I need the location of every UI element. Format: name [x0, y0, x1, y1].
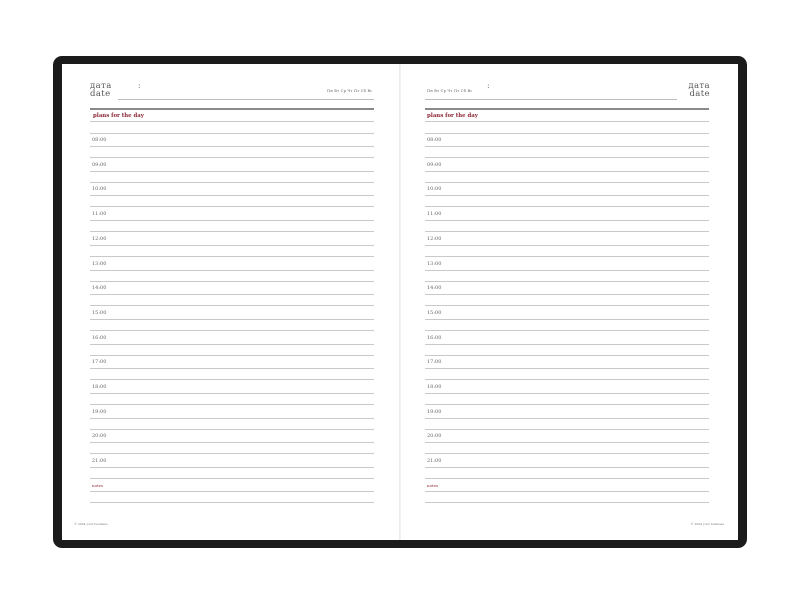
- ruled-line: [425, 453, 709, 454]
- ruled-line: [425, 182, 709, 183]
- ruled-line: [425, 146, 709, 147]
- ruled-line: [425, 393, 709, 394]
- ruled-line: [90, 171, 374, 172]
- weekday-row: Пн Вт Ср Чт Пт Сб Вс: [327, 89, 373, 93]
- time-label: 16:00: [427, 334, 442, 341]
- ruled-line: [425, 319, 709, 320]
- planner-spread: [62, 64, 738, 540]
- time-label: 17:00: [92, 359, 107, 366]
- time-label: 18:00: [427, 384, 442, 390]
- time-label: 16:00: [92, 334, 107, 341]
- date-label-en: date: [90, 89, 111, 99]
- ruled-line: [425, 502, 709, 503]
- time-label: 12:00: [427, 235, 442, 242]
- ruled-line: [90, 195, 374, 196]
- ruled-line: [90, 330, 374, 331]
- ruled-line: [90, 478, 374, 479]
- ruled-line: [425, 491, 709, 492]
- ruled-line: [90, 305, 374, 306]
- ruled-line: [425, 355, 709, 356]
- ruled-line: [425, 294, 709, 295]
- ruled-line: [90, 157, 374, 158]
- time-label: 08:00: [427, 137, 442, 143]
- time-label: 14:00: [92, 285, 107, 292]
- time-label: 19:00: [427, 408, 442, 415]
- ruled-line: [425, 368, 709, 369]
- ruled-line: [90, 355, 374, 356]
- ruled-line: [90, 206, 374, 207]
- time-label: 17:00: [427, 359, 442, 366]
- ruled-line: [90, 453, 374, 454]
- ruled-line: [90, 379, 374, 380]
- time-label: 14:00: [427, 285, 442, 292]
- ruled-line: [90, 429, 374, 430]
- ruled-line: [90, 256, 374, 257]
- weekday-row: Пн Вт Ср Чт Пт Сб Вс: [427, 89, 473, 93]
- ruled-line: [425, 121, 709, 122]
- time-label: 08:00: [92, 137, 107, 143]
- date-label: [688, 82, 710, 98]
- time-label: 19:00: [92, 408, 107, 415]
- ruled-line: [90, 502, 374, 503]
- time-label: 11:00: [427, 211, 442, 218]
- time-label: 15:00: [92, 309, 107, 316]
- ruled-line: [90, 467, 374, 468]
- date-label: [90, 82, 112, 98]
- ruled-line: [90, 368, 374, 369]
- ruled-line: [425, 220, 709, 221]
- ruled-line: [425, 171, 709, 172]
- ruled-line: [425, 245, 709, 246]
- ruled-line: [425, 418, 709, 419]
- time-label: 12:00: [92, 235, 107, 242]
- ruled-line: [90, 146, 374, 147]
- ruled-line: [425, 270, 709, 271]
- ruled-line: [90, 121, 374, 122]
- footer-note: © 2024 your business: [74, 522, 108, 526]
- time-label: 18:00: [92, 384, 107, 390]
- ruled-line: [425, 344, 709, 345]
- ruled-line: [425, 195, 709, 196]
- plans-title: plans for the day: [427, 113, 478, 119]
- ruled-line: [425, 256, 709, 257]
- ruled-line: [425, 133, 709, 134]
- right-page: [400, 64, 738, 540]
- ruled-line: [90, 220, 374, 221]
- left-page: [62, 64, 400, 540]
- ruled-line: [425, 404, 709, 405]
- date-field-line[interactable]: [425, 99, 677, 100]
- ruled-line: [90, 270, 374, 271]
- ruled-line: [90, 294, 374, 295]
- ruled-line: [90, 245, 374, 246]
- ruled-line: [90, 404, 374, 405]
- time-label: 13:00: [92, 260, 107, 267]
- time-label: 21:00: [92, 458, 107, 465]
- time-label: 20:00: [427, 433, 442, 440]
- header-divider: [425, 108, 709, 110]
- date-label-en: date: [689, 89, 710, 99]
- ruled-line: [425, 429, 709, 430]
- time-label: 09:00: [427, 161, 442, 168]
- ruled-line: [425, 467, 709, 468]
- ruled-line: [90, 231, 374, 232]
- date-separator: :: [138, 81, 141, 90]
- ruled-line: [425, 231, 709, 232]
- footer-note: © 2024 your business: [690, 522, 724, 526]
- ruled-line: [90, 344, 374, 345]
- time-label: 09:00: [92, 161, 107, 168]
- ruled-line: [90, 182, 374, 183]
- ruled-line: [425, 206, 709, 207]
- ruled-line: [425, 478, 709, 479]
- header-divider: [90, 108, 374, 110]
- ruled-line: [90, 133, 374, 134]
- notes-label: notes: [92, 482, 104, 488]
- date-field-line[interactable]: [118, 99, 374, 100]
- ruled-line: [90, 393, 374, 394]
- ruled-line: [90, 491, 374, 492]
- ruled-line: [90, 418, 374, 419]
- time-label: 10:00: [92, 186, 107, 193]
- ruled-line: [425, 442, 709, 443]
- ruled-line: [425, 305, 709, 306]
- plans-title: plans for the day: [93, 113, 144, 119]
- ruled-line: [425, 330, 709, 331]
- date-label-ru: дата: [90, 81, 112, 91]
- date-separator: :: [487, 81, 490, 90]
- time-label: 13:00: [427, 260, 442, 267]
- time-label: 10:00: [427, 186, 442, 193]
- ruled-line: [425, 379, 709, 380]
- ruled-line: [425, 157, 709, 158]
- ruled-line: [90, 319, 374, 320]
- ruled-line: [425, 281, 709, 282]
- time-label: 11:00: [92, 211, 107, 218]
- time-label: 20:00: [92, 433, 107, 440]
- ruled-line: [90, 281, 374, 282]
- time-label: 21:00: [427, 458, 442, 465]
- time-label: 15:00: [427, 309, 442, 316]
- date-label-ru: дата: [688, 81, 710, 91]
- notes-label: notes: [427, 482, 439, 488]
- ruled-line: [90, 442, 374, 443]
